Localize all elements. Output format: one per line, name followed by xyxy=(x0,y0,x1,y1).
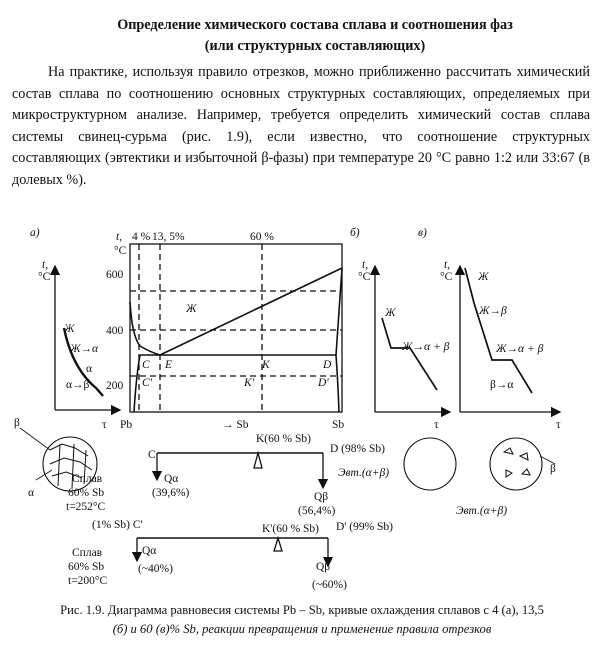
tick-600: 600 xyxy=(106,269,124,281)
label-beta-alpha: β→α xyxy=(490,379,514,391)
caption-line2: (б) и 60 (в)% Sb, реакции превращения и применение правила отрезков xyxy=(112,622,492,636)
figure-1-9 xyxy=(0,218,598,598)
label-pb: Pb xyxy=(120,419,133,431)
label-eutectic-1: Эвт.(α+β) xyxy=(338,467,390,479)
point-d: D xyxy=(323,359,332,371)
label-alpha: α xyxy=(86,363,93,375)
axis-unit-a: °C xyxy=(38,271,51,283)
axis-t-c: t, xyxy=(444,259,451,271)
caption-line1: Рис. 1.9. Диаграмма равновесия системы Pb – Sb, кривые охлаждения сплавов с 4 (а), 13,5 xyxy=(60,603,544,617)
panel-c-curve xyxy=(465,268,532,393)
alloy1-line3: t=252°C xyxy=(66,501,106,513)
alloy2-line2: 60% Sb xyxy=(68,561,105,573)
label-liquid-alpha: Ж→α xyxy=(70,343,99,355)
label-alpha-beta: α→β xyxy=(66,379,90,391)
label-sb: Sb xyxy=(332,419,345,431)
micro-alpha-label: α xyxy=(28,487,35,499)
label-liq-ab-b: Ж→α + β xyxy=(402,341,450,353)
label-eutectic-2: Эвт.(α+β) xyxy=(456,505,508,517)
alloy2-line3: t=200°C xyxy=(68,575,108,587)
label-liq-ab-c: Ж→α + β xyxy=(496,343,544,355)
body-paragraph: На практике, используя правило отрезков, можно приближенно рассчитать химический состав сплава по соотношению основных структурных составляющих, определяемых при микроструктурном анализе. Например, требуется определить химический состав сплава системы свинец-сурьма (рис. 1.9), если известно, что соотношение структурных составляющих (эвтектики и избыточной β-фазы) при температуре 20 °С равно 1:2 или 33:67 (в долевых %). xyxy=(12,64,590,188)
tick-400: 400 xyxy=(106,325,124,337)
label-liquid-beta: Ж→β xyxy=(479,305,507,317)
label-qa1: Qα xyxy=(164,473,179,485)
microstructure-eutectic-1 xyxy=(404,438,456,490)
label-qa1-val: (39,6%) xyxy=(152,487,190,499)
point-e: E xyxy=(165,359,173,371)
axis-tau-b: τ xyxy=(434,419,439,431)
micro-beta-label: β xyxy=(14,417,20,429)
alloy1-line1: Сплав xyxy=(72,473,103,485)
axis-unit-main: °C xyxy=(114,245,127,257)
axis-unit-c: °C xyxy=(440,271,453,283)
label-liquid-a: Ж xyxy=(64,323,75,335)
tick-200: 200 xyxy=(106,380,124,392)
label-13pct: 13, 5% xyxy=(152,231,185,243)
microstructure-eutectic-2 xyxy=(490,438,542,490)
axis-t-b: t, xyxy=(362,259,369,271)
fulcrum-2 xyxy=(274,538,282,551)
point-c-prime: C' xyxy=(142,377,153,389)
alloy1-line2: 60% Sb xyxy=(68,487,105,499)
figure-caption xyxy=(12,601,592,639)
label-4pct: 4 % xyxy=(132,231,151,243)
panel-b-curve xyxy=(382,318,437,390)
label-qb1: Qβ xyxy=(314,491,329,503)
main-diagram-frame xyxy=(130,244,342,412)
axis-t-a: t, xyxy=(42,259,49,271)
fulcrum-1 xyxy=(254,453,262,468)
label-60pct: 60 % xyxy=(250,231,274,243)
label-qb2-val: (~60%) xyxy=(312,579,347,591)
label-qb1-val: (56,4%) xyxy=(298,505,336,517)
axis-unit-b: °C xyxy=(358,271,371,283)
section-title-line2: (или структурных составляющих) xyxy=(204,38,426,54)
point-d-prime: D' xyxy=(318,377,329,389)
alloy2-line1: Сплав xyxy=(72,547,103,559)
label-d-top: D (98% Sb) xyxy=(330,443,385,455)
phase-diagram-figure xyxy=(0,218,598,598)
label-panel-b: б) xyxy=(350,227,360,239)
axis-tau-c: τ xyxy=(556,419,561,431)
axis-tau-a: τ xyxy=(102,419,107,431)
label-liquid-main: Ж xyxy=(186,303,197,315)
label-liquid-b: Ж xyxy=(385,307,396,319)
label-k-top: K(60 % Sb) xyxy=(256,433,311,445)
micro-beta-label-c: β xyxy=(550,463,556,475)
section-title-line1: Определение химического состава сплава и соотношения фаз xyxy=(117,17,513,33)
label-c2: (1% Sb) C' xyxy=(92,519,143,531)
label-c-top: C xyxy=(148,449,156,461)
axis-t-main: t, xyxy=(116,231,123,243)
point-k: K xyxy=(262,359,270,371)
point-c: C xyxy=(142,359,150,371)
label-liquid-c: Ж xyxy=(478,271,489,283)
label-d2: D' (99% Sb) xyxy=(336,521,394,533)
label-arrow-sb: → Sb xyxy=(222,419,249,431)
label-k2: K'(60 % Sb) xyxy=(262,523,320,535)
label-panel-a: а) xyxy=(30,227,40,239)
label-panel-c: в) xyxy=(418,227,427,239)
label-qa2-val: (~40%) xyxy=(138,563,173,575)
label-qa2: Qα xyxy=(142,545,157,557)
point-k-prime: K' xyxy=(244,377,255,389)
label-qb2: Qβ xyxy=(316,561,331,573)
